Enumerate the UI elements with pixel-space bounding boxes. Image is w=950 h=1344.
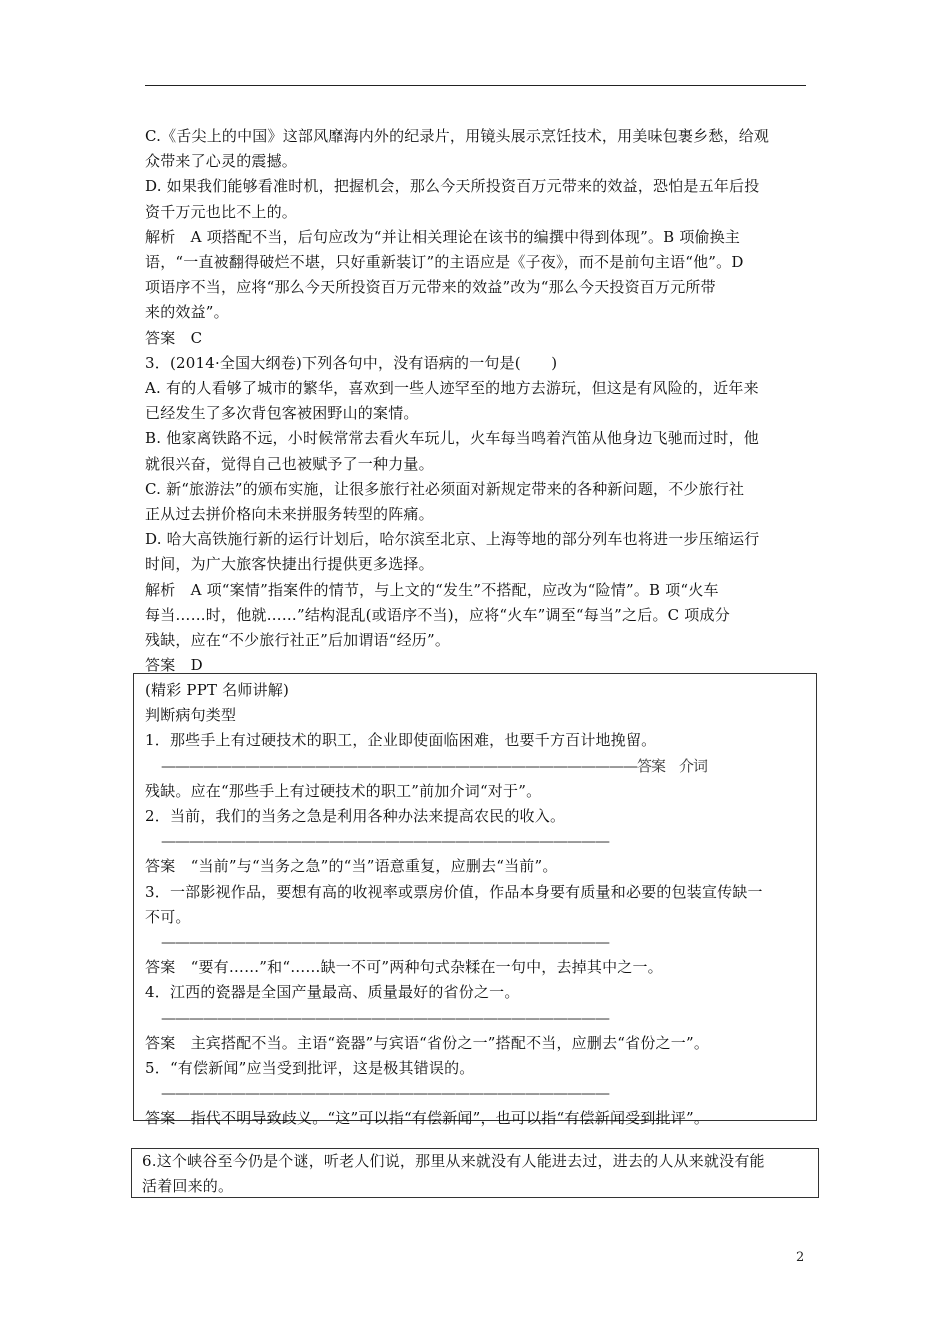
answer-blank: ———————————————————————————————— [161,832,609,851]
box-item: 5．“有偿新闻”应当受到批评，这是极其错误的。 [145,1059,475,1078]
box-answer: 答案 “要有……”和“……缺一不可”两种句式杂糅在一句中，去掉其中之一。 [145,958,663,977]
answer-line: 答案 D [145,656,203,675]
answer-line: 答案 C [145,328,203,347]
question-box [131,1148,819,1198]
box-answer: 答案 “当前”与“当务之急”的“当”语意重复，应删去“当前”。 [145,857,558,876]
box-heading: (精彩 PPT 名师讲解) [145,681,290,699]
box-item: 不可。 [145,907,191,926]
option-line: C. 新“旅游法”的颁布实施，让很多旅行社必须面对新规定带来的各种新问题，不少旅行社 [145,479,745,498]
option-line: 就很兴奋，觉得自己也被赋予了一种力量。 [145,454,434,473]
analysis-line: 解析 A 项“案情”指案件的情节，与上文的“发生”不搭配，应改为“险情”。B 项“火车 [145,580,719,599]
analysis-line: 语，“一直被翻得破烂不堪，只好重新装订”的主语应是《子夜》，而不是前句主语“他”。D [145,253,744,272]
header-rule [145,85,806,86]
option-line: D. 哈大高铁施行新的运行计划后，哈尔滨至北京、上海等地的部分列车也将进一步压缩运行 [145,530,760,549]
question-title: 3．(2014·全国大纲卷)下列各句中，没有语病的一句是( ) [145,353,558,372]
box-answer: 答案 指代不明导致歧义。“这”可以指“有偿新闻”，也可以指“有偿新闻受到批评”。 [145,1109,710,1128]
box-answer: 残缺。应在“那些手上有过硬技术的职工”前加介词“对于”。 [145,781,542,800]
analysis-line: 残缺，应在“不少旅行社正”后加谓语“经历”。 [145,631,451,650]
option-line: 已经发生了多次背包客被困野山的案情。 [145,404,419,423]
box-item: 3．一部影视作品，要想有高的收视率或票房价值，作品本身要有质量和必要的包装宣传缺一 [145,882,763,901]
box-answer: 答案 主宾搭配不当。主语“瓷器”与宾语“省份之一”搭配不当，应删去“省份之一”。 [145,1033,710,1052]
analysis-line: 来的效益”。 [145,303,229,322]
analysis-line: 解析 A 项搭配不当，后句应改为“并让相关理论在该书的编撰中得到体现”。B 项偷换主 [145,227,741,246]
option-line: 时间，为广大旅客快捷出行提供更多选择。 [145,555,434,574]
analysis-line: 项语序不当，应将“那么今天所投资百万元带来的效益”改为“那么今天投资百万元所带 [145,278,716,297]
box-item: 6.这个峡谷至今仍是个谜，听老人们说，那里从来就没有人能进去过，进去的人从来就没有能 [142,1152,765,1170]
explanation-box [133,673,817,1128]
text-line: 众带来了心灵的震撼。 [145,152,298,171]
answer-blank: ——————————————————————————————————答案 介词 [161,756,708,775]
text-line: D. 如果我们能够看准时机，把握机会，那么今天所投资百万元带来的效益，恐怕是五年后投 [145,177,760,196]
page-number: 2 [796,1250,805,1265]
option-line: A. 有的人看够了城市的繁华，喜欢到一些人迹罕至的地方去游玩，但这是有风险的，近年来 [145,379,759,398]
box-subheading: 判断病句类型 [145,706,237,725]
text-line: 资千万元也比不上的。 [145,202,298,221]
box-item: 4．江西的瓷器是全国产量最高、质量最好的省份之一。 [145,983,520,1002]
answer-blank: ———————————————————————————————— [161,933,609,952]
answer-blank: ———————————————————————————————— [161,1008,609,1027]
box-item: 活着回来的。 [142,1177,234,1195]
box-item: 1．那些手上有过硬技术的职工，企业即使面临困难，也要千方百计地挽留。 [145,731,657,750]
text-line: C.《舌尖上的中国》这部风靡海内外的纪录片，用镜头展示烹饪技术，用美味包裹乡愁，给观 [145,127,770,145]
main-text [145,124,810,678]
option-line: B. 他家离铁路不远，小时候常常去看火车玩儿，火车每当鸣着汽笛从他身边飞驰而过时，他 [145,429,759,448]
answer-blank: ———————————————————————————————— [161,1084,609,1103]
box-item: 2．当前，我们的当务之急是利用各种办法来提高农民的收入。 [145,807,566,826]
analysis-line: 每当……时，他就……”结构混乱(或语序不当)，应将“火车”调至“每当”之后。C 项成分 [145,605,730,624]
option-line: 正从过去拼价格向未来拼服务转型的阵痛。 [145,505,434,524]
